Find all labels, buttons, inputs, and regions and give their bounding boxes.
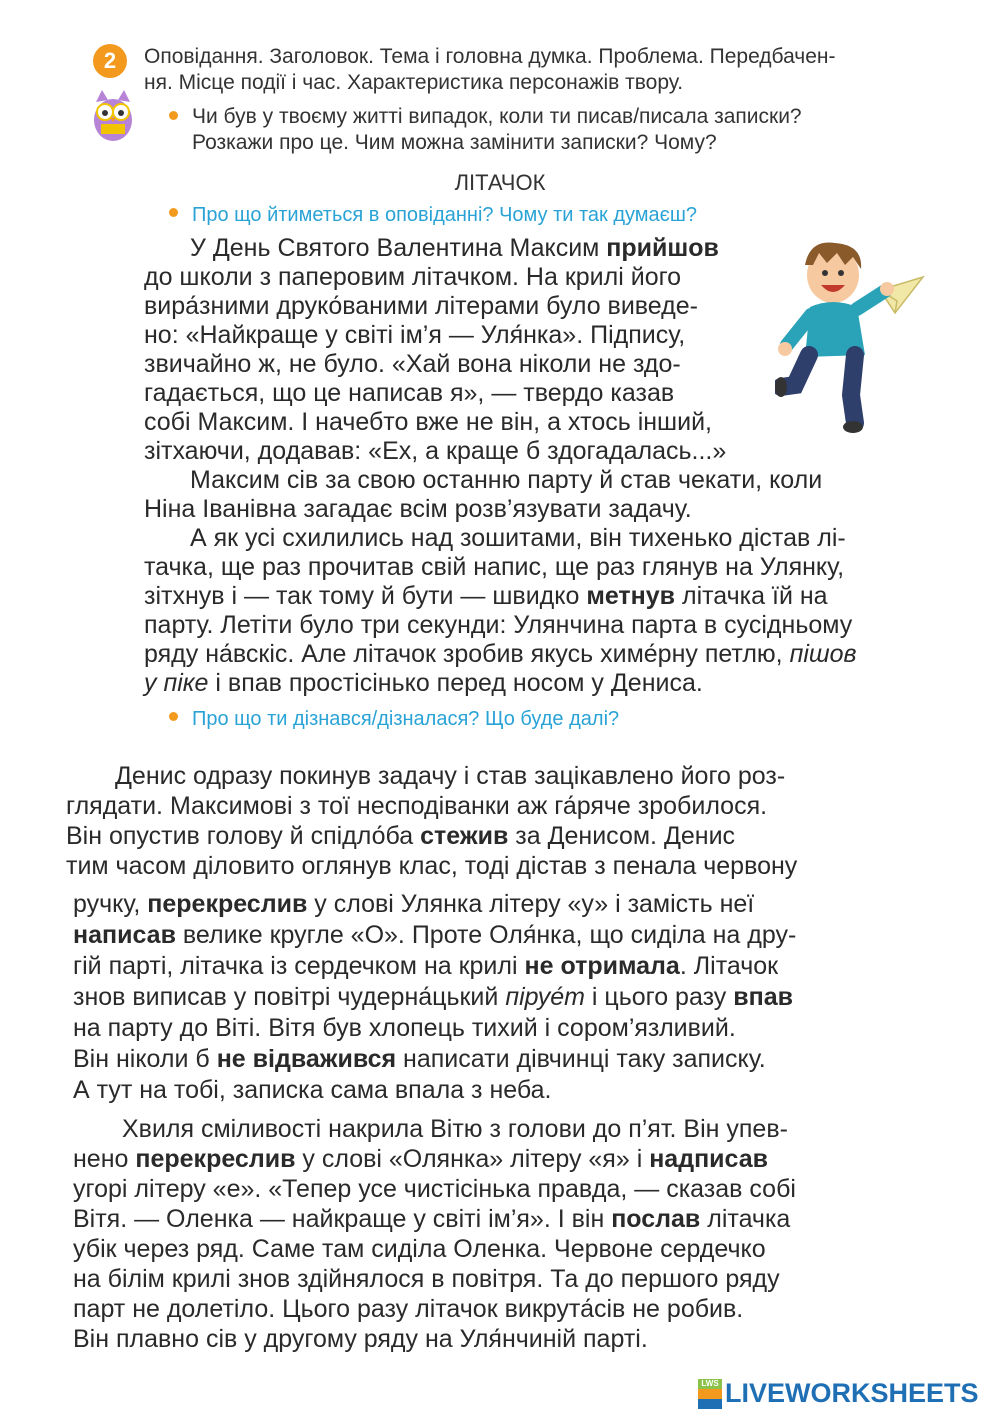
- bullet-icon: [169, 208, 178, 217]
- story-line: Максим сів за свою останню парту й став чекати, коли: [190, 466, 823, 494]
- story-line: Він плавно сів у другому ряду на Уля́нчиній парті.: [73, 1325, 648, 1353]
- header-line-2: ня. Місце події і час. Характеристика персонажів твору.: [144, 71, 684, 94]
- story-line: ряду на́вскіс. Але літачок зробив якусь химе́рну петлю, пішов: [144, 640, 857, 668]
- story-line: Хвиля сміливості накрила Вітю з голови до п’ят. Він упев-: [122, 1115, 788, 1143]
- story-line: тим часом діловито оглянув клас, тоді дістав з пенала червону: [66, 852, 798, 880]
- story-line: но: «Найкраще у світі ім’я — Уля́нка». Підпису,: [144, 321, 686, 349]
- prompt-line-2: Розкажи про це. Чим можна замінити записки? Чому?: [192, 131, 717, 154]
- story-line: А як усі схилились над зошитами, він тихенько дістав лі-: [190, 524, 846, 552]
- story-line: зітхаючи, додавав: «Ех, а краще б здогадалась...»: [144, 437, 727, 465]
- story-line: убік через ряд. Саме там сиділа Оленка. Червоне сердечко: [73, 1235, 766, 1263]
- story-line: Він ніколи б не відважився написати дівчинці таку записку.: [73, 1045, 766, 1073]
- story-line: гій парті, літачка із сердечком на крилі не отримала. Літачок: [73, 952, 779, 980]
- story-line: парт не долетіло. Цього разу літачок викрута́сів не робив.: [73, 1295, 744, 1323]
- story-line: Ніна Іванівна загадає всім розв’язувати задачу.: [144, 495, 692, 523]
- question-1: Про що йтиметься в оповіданні? Чому ти так думаєш?: [192, 204, 698, 226]
- story-line: знов виписав у повітрі чудерна́цький піруе́т і цього разу впав: [73, 983, 793, 1011]
- story-line: угорі літеру «е». «Тепер усе чистісінька правда, — сказав собі: [73, 1175, 796, 1203]
- story-line: ручку, перекреслив у слові Улянка літеру «у» і замість неї: [73, 890, 755, 918]
- story-line: вира́зними друко́ваними літерами було виведе-: [144, 292, 698, 320]
- story-line: у піке і впав простісінько перед носом у Дениса.: [144, 669, 703, 697]
- exercise-number-badge: 2: [93, 44, 127, 78]
- story-line: до школи з паперовим літачком. На крилі його: [144, 263, 682, 291]
- liveworksheets-watermark: [698, 1378, 979, 1409]
- story-line: нено перекреслив у слові «Олянка» літеру «я» і надписав: [73, 1145, 769, 1173]
- story-line: Він опустив голову й спідло́ба стежив за Денисом. Денис: [66, 822, 736, 850]
- watermark-text: LIVEWORKSHEETS: [725, 1378, 979, 1408]
- story-line: тачка, ще раз прочитав свій напис, ще раз глянув на Улянку,: [144, 553, 845, 581]
- story-line: гадається, що це написав я», — твердо казав: [144, 379, 675, 407]
- header-line-1: Оповідання. Заголовок. Тема і головна думка. Проблема. Передбачен-: [144, 45, 836, 68]
- story-line: зітхнув і — так тому й бути — швидко метнув літачка їй на: [144, 582, 828, 610]
- story-line: написав велике кругле «О». Проте Оля́нка, що сиділа на дру-: [73, 921, 797, 949]
- liveworksheets-logo-icon: LWS: [698, 1379, 722, 1409]
- bullet-icon: [169, 111, 178, 120]
- story-title: ЛІТАЧОК: [454, 170, 546, 195]
- prompt-line-1: Чи був у твоєму житті випадок, коли ти писав/писала записки?: [192, 105, 802, 128]
- bullet-icon: [169, 712, 178, 721]
- story-line: собі Максим. І начебто вже не він, а хтось інший,: [144, 408, 712, 436]
- owl-mascot-icon: [88, 86, 138, 144]
- boy-with-paper-plane-illustration: [775, 235, 925, 435]
- story-line: Вітя. — Оленка — найкраще у світі ім’я». І він послав літачка: [73, 1205, 791, 1233]
- story-line: на білім крилі знов здійнялося в повітря. Та до першого ряду: [73, 1265, 780, 1293]
- story-line: А тут на тобі, записка сама впала з неба.: [73, 1076, 552, 1104]
- story-line: на парту до Віті. Вітя був хлопець тихий і сором’язливий.: [73, 1014, 736, 1042]
- story-line: Денис одразу покинув задачу і став зацікавлено його роз-: [115, 762, 786, 790]
- story-line: парту. Летіти було три секунди: Улянчина парта в сусідньому: [144, 611, 853, 639]
- story-line: У День Святого Валентина Максим прийшов: [190, 234, 719, 262]
- story-line: глядати. Максимові з тої несподіванки аж га́ряче зробилося.: [66, 792, 768, 820]
- story-line: звичайно ж, не було. «Хай вона ніколи не здо-: [144, 350, 681, 378]
- question-2: Про що ти дізнався/дізналася? Що буде далі?: [192, 708, 620, 730]
